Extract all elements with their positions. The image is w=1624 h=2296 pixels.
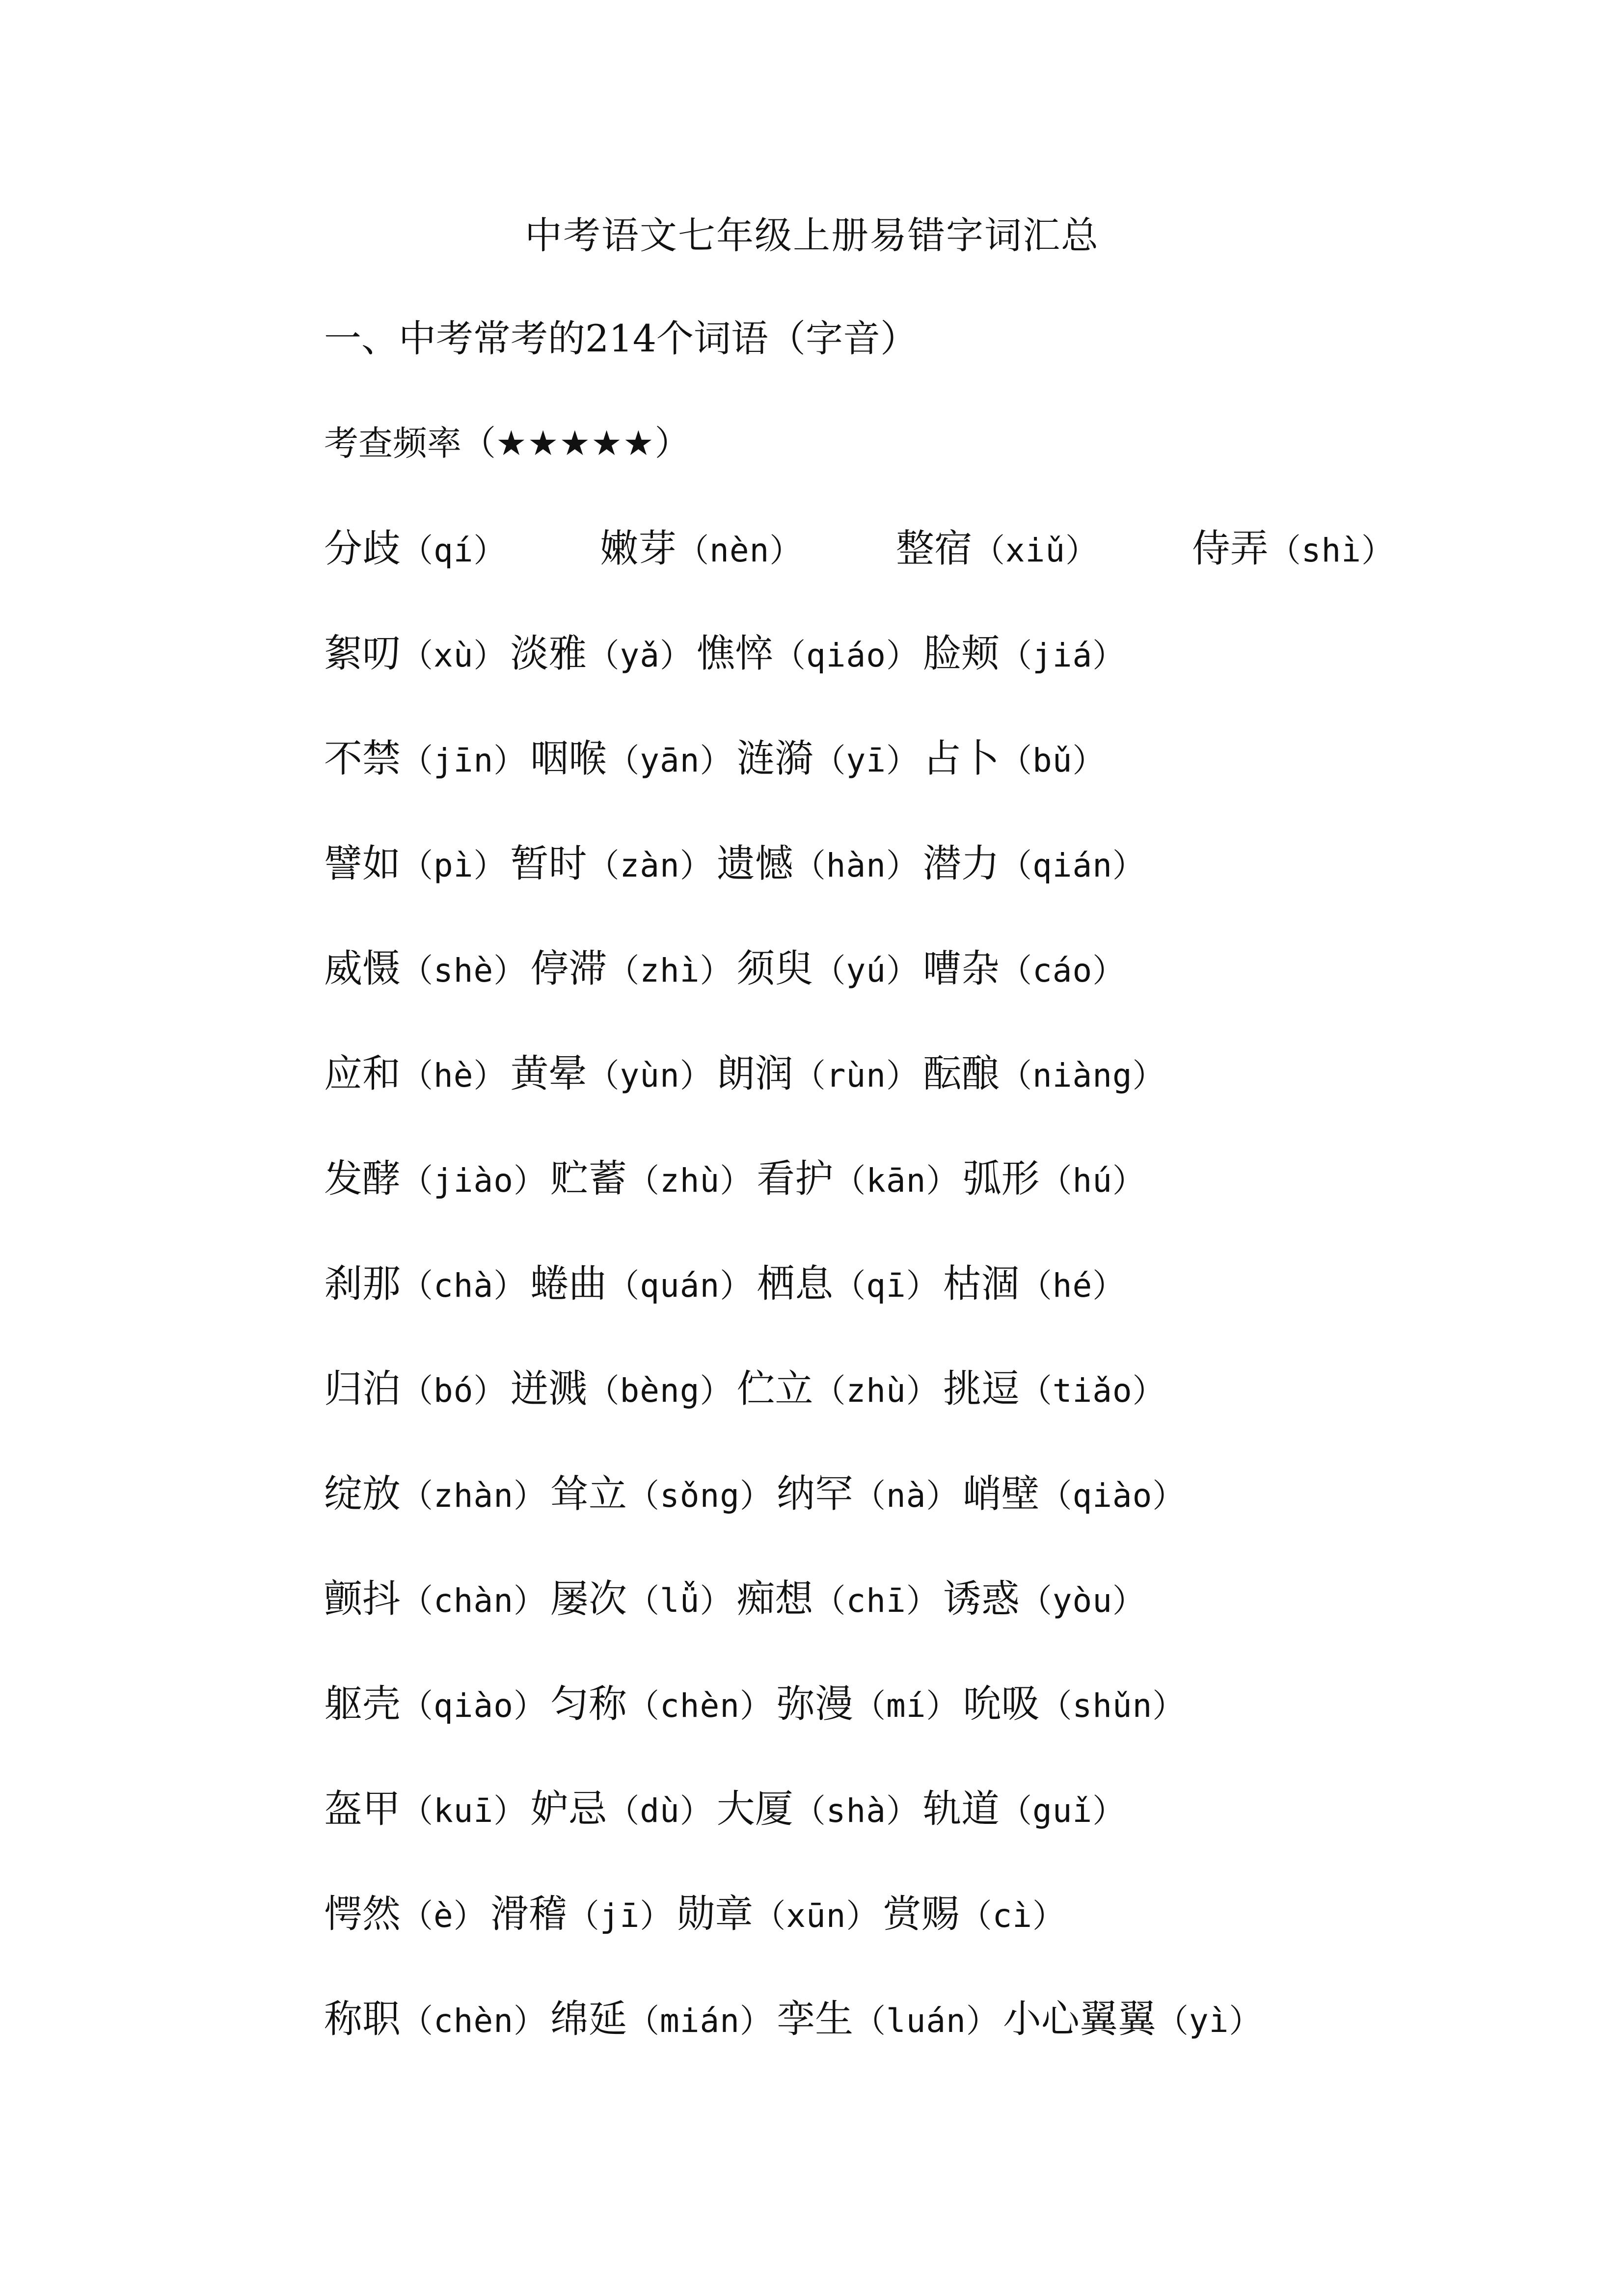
vocab-word: 归泊 xyxy=(324,1367,401,1411)
vocab-entry xyxy=(923,1049,1165,1109)
vocab-word: 轨道 xyxy=(922,1787,1000,1831)
vocab-entry xyxy=(923,629,1125,689)
vocab-word: 躯壳 xyxy=(324,1682,401,1726)
vocabulary-list xyxy=(324,524,1581,2100)
vocab-row xyxy=(324,1890,1581,1939)
vocab-pinyin: （niàng） xyxy=(999,1057,1165,1095)
vocab-word: 黄晕 xyxy=(510,1052,587,1096)
vocab-entry xyxy=(324,1890,487,1949)
vocab-entry xyxy=(324,1154,546,1214)
vocab-word: 发酵 xyxy=(324,1157,401,1201)
vocab-entry xyxy=(490,1890,673,1949)
vocab-pinyin: （qí） xyxy=(401,532,507,569)
vocab-pinyin: （luán） xyxy=(853,2002,999,2040)
section-heading: 一、中考常考的214个词语（字音） xyxy=(324,317,918,360)
vocab-pinyin: （bǔ） xyxy=(999,742,1106,779)
vocab-entry xyxy=(530,944,732,1004)
vocab-pinyin: （lǚ） xyxy=(626,1582,733,1620)
vocab-word: 诱惑 xyxy=(943,1577,1020,1621)
vocab-word: 暂时 xyxy=(510,842,587,886)
vocab-word: 看护 xyxy=(757,1157,834,1201)
vocab-entry xyxy=(324,1680,546,1739)
vocab-entry xyxy=(324,629,507,689)
vocab-pinyin: （yān） xyxy=(607,742,733,779)
vocab-word: 迸溅 xyxy=(510,1367,587,1411)
vocab-pinyin: （kuī） xyxy=(401,1792,527,1830)
vocab-word: 贮蓄 xyxy=(550,1157,627,1201)
vocab-pinyin: （chèn） xyxy=(401,2002,546,2040)
vocab-row xyxy=(324,1995,1581,2044)
vocab-entry xyxy=(324,1364,507,1424)
vocab-entry xyxy=(963,1469,1185,1529)
vocab-pinyin: （zhù） xyxy=(813,1372,939,1410)
vocab-word: 遗憾 xyxy=(716,842,793,886)
vocab-pinyin: （chàn） xyxy=(401,1582,546,1620)
vocab-pinyin: （hú） xyxy=(1039,1162,1145,1200)
vocab-entry xyxy=(1192,524,1394,573)
vocab-entry xyxy=(736,1575,939,1634)
vocab-pinyin: （nèn） xyxy=(677,532,803,569)
vocab-entry xyxy=(530,1259,753,1319)
vocab-pinyin: （cáo） xyxy=(999,952,1126,989)
vocab-pinyin: （xūn） xyxy=(753,1897,879,1935)
vocab-entry xyxy=(736,1364,939,1424)
vocab-word: 侍弄 xyxy=(1191,527,1269,571)
vocab-word: 脸颊 xyxy=(922,632,1000,676)
vocab-word: 弧形 xyxy=(963,1157,1040,1201)
vocab-word: 妒忌 xyxy=(530,1787,607,1831)
vocab-pinyin: （è） xyxy=(401,1897,487,1935)
vocab-entry xyxy=(963,1680,1185,1739)
vocab-row xyxy=(324,839,1581,888)
vocab-pinyin: （bèng） xyxy=(587,1372,733,1410)
vocab-entry xyxy=(324,734,526,794)
vocab-entry xyxy=(600,524,802,573)
vocab-row xyxy=(324,944,1581,993)
vocab-entry xyxy=(963,1154,1145,1214)
vocab-entry xyxy=(324,839,507,899)
vocab-row xyxy=(324,1469,1581,1519)
vocab-pinyin: （shà） xyxy=(793,1792,919,1830)
vocab-pinyin: （zhù） xyxy=(626,1162,753,1200)
vocab-entry xyxy=(923,839,1145,899)
vocab-row xyxy=(324,1785,1581,1834)
vocab-word: 孪生 xyxy=(776,1997,853,2041)
vocab-row xyxy=(324,629,1581,678)
vocab-entry xyxy=(883,1890,1066,1949)
frequency-close: ） xyxy=(654,423,689,463)
vocab-entry xyxy=(777,1680,959,1739)
vocab-entry xyxy=(550,1154,753,1214)
vocab-word: 潜力 xyxy=(922,842,1000,886)
vocab-word: 绽放 xyxy=(324,1472,401,1516)
vocab-pinyin: （qiáo） xyxy=(773,637,919,674)
vocab-pinyin: （dù） xyxy=(607,1792,713,1830)
vocab-entry xyxy=(511,1364,733,1424)
vocab-word: 憔悴 xyxy=(697,632,774,676)
vocab-word: 不禁 xyxy=(324,737,401,781)
vocab-entry xyxy=(550,1995,773,2055)
vocab-pinyin: （qiào） xyxy=(401,1687,546,1725)
vocab-pinyin: （yùn） xyxy=(587,1057,713,1095)
vocab-pinyin: （yòu） xyxy=(1019,1582,1145,1620)
frequency-stars: ★★★★★ xyxy=(496,423,655,463)
vocab-entry xyxy=(530,1785,713,1844)
vocab-word: 称职 xyxy=(324,1997,401,2041)
vocab-pinyin: （zàn） xyxy=(587,847,713,884)
vocab-pinyin: （qiào） xyxy=(1039,1477,1186,1515)
vocab-pinyin: （sǒng） xyxy=(626,1477,773,1515)
vocab-pinyin: （xiǔ） xyxy=(972,532,1099,569)
vocab-word: 应和 xyxy=(324,1052,401,1096)
vocab-row xyxy=(324,1049,1581,1098)
vocab-word: 嘈杂 xyxy=(922,947,1000,991)
vocab-row xyxy=(324,524,1394,573)
vocab-entry xyxy=(777,1469,959,1529)
vocab-pinyin: （shì） xyxy=(1268,532,1394,569)
vocab-word: 大厦 xyxy=(716,1787,793,1831)
vocab-pinyin: （hé） xyxy=(1019,1267,1126,1305)
vocab-word: 绵延 xyxy=(550,1997,627,2041)
vocab-entry xyxy=(550,1469,773,1529)
vocab-word: 挑逗 xyxy=(943,1367,1020,1411)
vocab-pinyin: （chà） xyxy=(401,1267,527,1305)
vocab-entry xyxy=(943,1364,1165,1424)
vocab-word: 盔甲 xyxy=(324,1787,401,1831)
vocab-pinyin: （kān） xyxy=(833,1162,959,1200)
vocab-word: 愕然 xyxy=(324,1892,401,1936)
vocab-word: 刹那 xyxy=(324,1262,401,1306)
vocab-word: 涟漪 xyxy=(736,737,813,781)
vocab-entry xyxy=(736,944,919,1004)
vocab-word: 匀称 xyxy=(550,1682,627,1726)
vocab-word: 赏赐 xyxy=(883,1892,960,1936)
vocab-entry xyxy=(324,1469,546,1529)
vocab-pinyin: （chī） xyxy=(813,1582,939,1620)
vocab-entry xyxy=(943,1259,1126,1319)
vocab-word: 痴想 xyxy=(736,1577,813,1621)
vocab-word: 纳罕 xyxy=(776,1472,853,1516)
vocab-pinyin: （qián） xyxy=(999,847,1145,884)
vocab-row xyxy=(324,1259,1581,1308)
vocab-entry xyxy=(324,1995,546,2055)
vocab-word: 停滞 xyxy=(530,947,607,991)
vocab-entry xyxy=(777,1995,999,2055)
vocab-entry xyxy=(677,1890,879,1949)
vocab-entry xyxy=(324,1049,507,1109)
vocab-word: 须臾 xyxy=(736,947,813,991)
vocab-entry xyxy=(943,1575,1145,1634)
vocab-pinyin: （pì） xyxy=(401,847,507,884)
vocab-word: 弥漫 xyxy=(776,1682,853,1726)
vocab-entry xyxy=(511,839,713,899)
vocab-entry xyxy=(1003,1995,1262,2055)
vocab-pinyin: （xù） xyxy=(401,637,507,674)
vocab-entry xyxy=(324,944,526,1004)
vocab-word: 滑稽 xyxy=(490,1892,567,1936)
vocab-word: 屡次 xyxy=(550,1577,627,1621)
vocab-entry xyxy=(757,1154,959,1214)
vocab-entry xyxy=(717,1049,919,1109)
vocab-entry xyxy=(511,1049,713,1109)
vocab-pinyin: （mián） xyxy=(626,2002,773,2040)
vocab-word: 分歧 xyxy=(324,527,401,571)
vocab-word: 酝酿 xyxy=(922,1052,1000,1096)
vocab-word: 整宿 xyxy=(895,527,973,571)
vocab-pinyin: （shǔn） xyxy=(1039,1687,1186,1725)
vocab-word: 伫立 xyxy=(736,1367,813,1411)
vocab-entry xyxy=(923,1785,1125,1844)
vocab-pinyin: （mí） xyxy=(853,1687,959,1725)
vocab-pinyin: （jiá） xyxy=(999,637,1126,674)
vocab-entry xyxy=(923,944,1125,1004)
vocab-word: 吮吸 xyxy=(963,1682,1040,1726)
vocab-pinyin: （yú） xyxy=(813,952,919,989)
vocab-row xyxy=(324,734,1581,783)
vocab-pinyin: （yǎ） xyxy=(587,637,693,674)
document-title: 中考语文七年级上册易错字词汇总 xyxy=(525,214,1099,257)
frequency-label: 考查频率（ xyxy=(324,423,496,463)
vocab-pinyin: （yī） xyxy=(813,742,919,779)
vocab-pinyin: （zhàn） xyxy=(401,1477,546,1515)
vocab-pinyin: （bó） xyxy=(401,1372,507,1410)
vocab-row xyxy=(324,1575,1581,1624)
vocab-word: 絮叨 xyxy=(324,632,401,676)
vocab-word: 威慑 xyxy=(324,947,401,991)
vocab-word: 颤抖 xyxy=(324,1577,401,1621)
vocab-entry xyxy=(896,524,1098,573)
vocab-word: 小心翼翼 xyxy=(1002,1997,1156,2041)
vocab-word: 占卜 xyxy=(922,737,1000,781)
vocab-word: 朗润 xyxy=(716,1052,793,1096)
vocab-pinyin: （jīn） xyxy=(401,742,527,779)
vocab-entry xyxy=(511,629,693,689)
vocab-entry xyxy=(324,524,507,573)
vocab-word: 耸立 xyxy=(550,1472,627,1516)
vocab-pinyin: （tiǎo） xyxy=(1019,1372,1165,1410)
vocab-word: 栖息 xyxy=(757,1262,834,1306)
vocab-pinyin: （hàn） xyxy=(793,847,919,884)
vocab-word: 枯涸 xyxy=(943,1262,1020,1306)
vocab-entry xyxy=(324,1259,526,1319)
vocab-pinyin: （nà） xyxy=(853,1477,959,1515)
vocab-row xyxy=(324,1364,1581,1414)
vocab-word: 嫩芽 xyxy=(600,527,677,571)
vocab-word: 譬如 xyxy=(324,842,401,886)
vocab-entry xyxy=(550,1680,773,1739)
vocab-pinyin: （jiào） xyxy=(401,1162,546,1200)
vocab-pinyin: （qī） xyxy=(833,1267,939,1305)
vocab-pinyin: （cì） xyxy=(959,1897,1065,1935)
vocab-entry xyxy=(757,1259,939,1319)
vocab-entry xyxy=(717,1785,919,1844)
vocab-pinyin: （quán） xyxy=(607,1267,753,1305)
vocab-row xyxy=(324,1680,1581,1729)
vocab-pinyin: （hè） xyxy=(401,1057,507,1095)
vocab-pinyin: （zhì） xyxy=(607,952,733,989)
vocab-entry xyxy=(717,839,919,899)
vocab-pinyin: （shè） xyxy=(401,952,527,989)
vocab-pinyin: （rùn） xyxy=(793,1057,919,1095)
vocab-pinyin: （jī） xyxy=(567,1897,673,1935)
vocab-word: 蜷曲 xyxy=(530,1262,607,1306)
vocab-word: 峭壁 xyxy=(963,1472,1040,1516)
vocab-pinyin: （guǐ） xyxy=(999,1792,1126,1830)
vocab-row xyxy=(324,1154,1581,1203)
vocab-word: 勋章 xyxy=(677,1892,754,1936)
frequency-line xyxy=(324,419,689,468)
vocab-entry xyxy=(697,629,919,689)
vocab-entry xyxy=(324,1575,546,1634)
vocab-pinyin: （chèn） xyxy=(626,1687,773,1725)
vocab-word: 咽喉 xyxy=(530,737,607,781)
vocab-entry xyxy=(530,734,732,794)
vocab-entry xyxy=(736,734,919,794)
vocab-entry xyxy=(550,1575,733,1634)
vocab-entry xyxy=(324,1785,526,1844)
vocab-pinyin: （yì） xyxy=(1156,2002,1262,2040)
vocab-word: 淡雅 xyxy=(510,632,587,676)
vocab-entry xyxy=(923,734,1106,794)
